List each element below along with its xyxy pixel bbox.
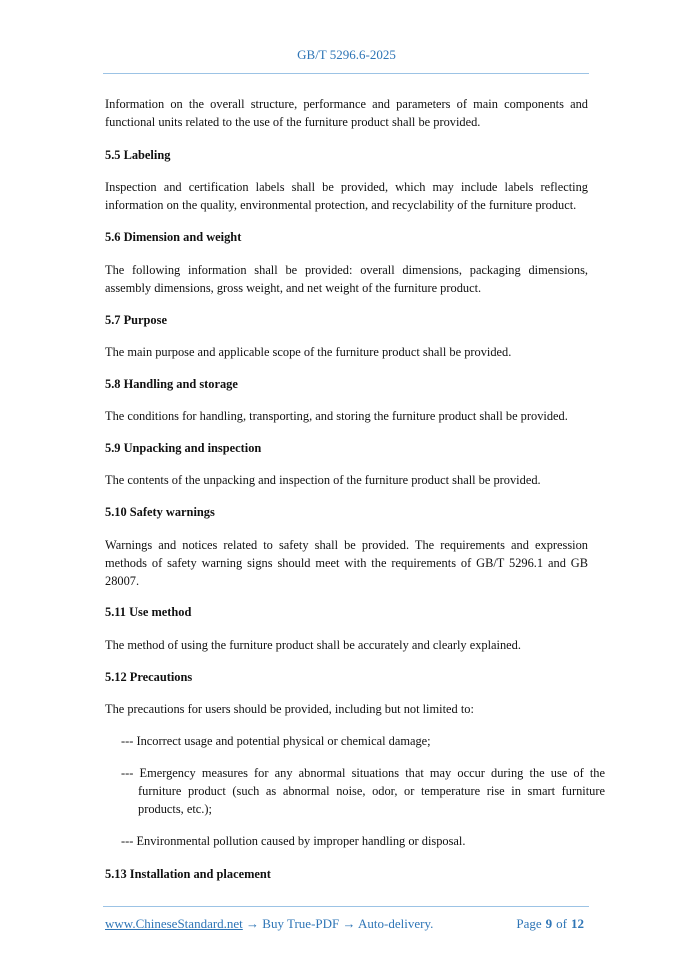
header-rule bbox=[103, 73, 589, 74]
paragraph-5-9: The contents of the unpacking and inspection of the furniture product shall be provided. bbox=[105, 473, 541, 487]
paragraph-5-12: The precautions for users should be provided, including but not limited to: bbox=[105, 702, 474, 716]
intro-paragraph: Information on the overall structure, performance and parameters of main components and functional units related to the use of the furniture product shall be provided. bbox=[105, 97, 588, 129]
paragraph-5-11: The method of using the furniture product shall be accurately and clearly explained. bbox=[105, 638, 521, 652]
footer-rule bbox=[103, 906, 589, 907]
heading-5-12: 5.12 Precautions bbox=[105, 670, 193, 684]
paragraph-5-8: The conditions for handling, transporting, and storing the furniture product shall be provided. bbox=[105, 409, 568, 423]
website-link[interactable]: www.ChineseStandard.net bbox=[105, 916, 243, 931]
of-label: of bbox=[556, 916, 567, 931]
list-item: --- Incorrect usage and potential physical or chemical damage; bbox=[121, 734, 431, 748]
heading-5-7: 5.7 Purpose bbox=[105, 313, 167, 327]
heading-5-6: 5.6 Dimension and weight bbox=[105, 230, 242, 244]
total-pages: 12 bbox=[571, 916, 584, 931]
paragraph-5-10: Warnings and notices related to safety shall be provided. The requirements and expression methods of safety warning signs should meet with the requirements of GB/T 5296.1 and GB 28007. bbox=[105, 538, 588, 588]
heading-5-5: 5.5 Labeling bbox=[105, 148, 171, 162]
page-label: Page bbox=[516, 916, 542, 931]
heading-5-8: 5.8 Handling and storage bbox=[105, 377, 238, 391]
document-footer bbox=[105, 916, 588, 932]
heading-5-13: 5.13 Installation and placement bbox=[105, 867, 271, 881]
current-page: 9 bbox=[545, 916, 553, 931]
heading-5-10: 5.10 Safety warnings bbox=[105, 505, 215, 519]
page-number bbox=[516, 916, 588, 932]
footer-tagline: → Buy True-PDF → Auto-delivery. bbox=[242, 916, 434, 931]
heading-5-9: 5.9 Unpacking and inspection bbox=[105, 441, 262, 455]
paragraph-5-5: Inspection and certification labels shall be provided, which may include labels reflecting information on the quality, environmental protection, and recyclability of the furniture product. bbox=[105, 180, 588, 212]
list-item: --- Emergency measures for any abnormal situations that may occur during the use of the furniture product (such as abnormal noise, odor, or temperature rise in smart furniture products, etc.); bbox=[121, 766, 605, 816]
document-header: GB/T 5296.6-2025 bbox=[297, 47, 396, 62]
paragraph-5-7: The main purpose and applicable scope of the furniture product shall be provided. bbox=[105, 345, 512, 359]
heading-5-11: 5.11 Use method bbox=[105, 605, 192, 619]
list-item: --- Environmental pollution caused by improper handling or disposal. bbox=[121, 834, 466, 848]
paragraph-5-6: The following information shall be provided: overall dimensions, packaging dimensions, assembly dimensions, gross weight, and net weight of the furniture product. bbox=[105, 263, 588, 295]
